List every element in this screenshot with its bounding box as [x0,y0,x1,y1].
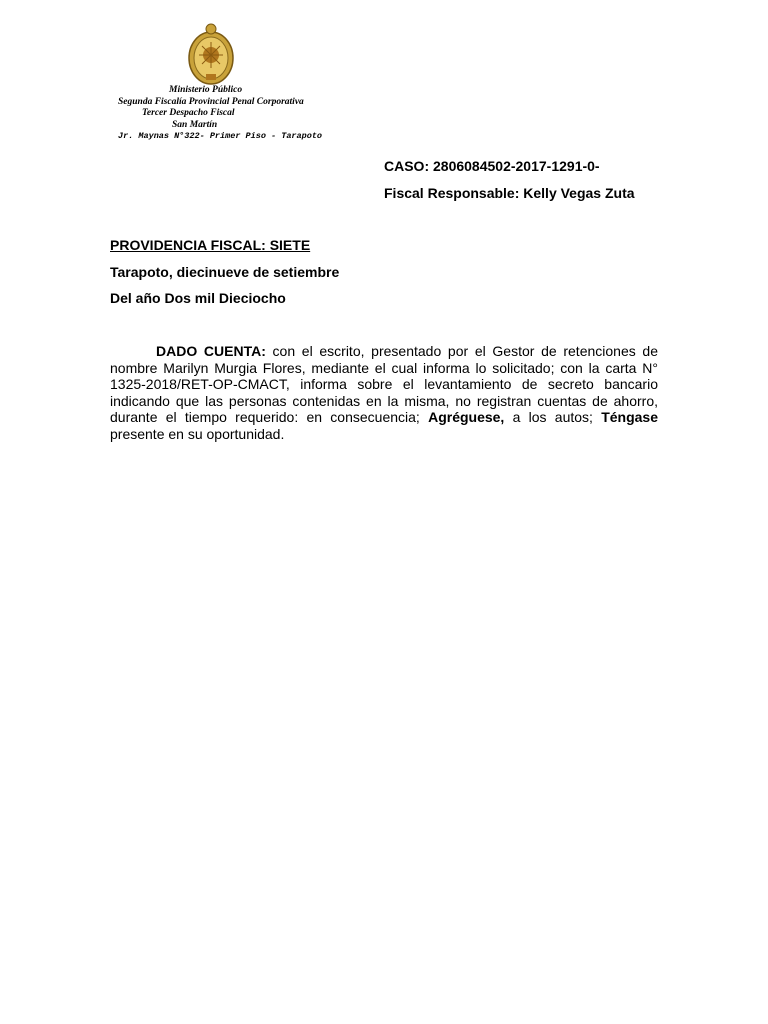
date-line-1: Tarapoto, diecinueve de setiembre [110,264,340,280]
header-address: Jr. Maynas N°322- Primer Piso - Tarapoto [118,131,323,141]
institution-header [112,85,323,143]
header-line-1: Ministerio Público [169,85,243,95]
body-bold-2: Téngase [601,409,658,425]
date-line-2: Del año Dos mil Dieciocho [110,290,286,306]
header-line-2: Segunda Fiscalía Provincial Penal Corporativa [118,96,304,107]
body-text-2: a los autos; [504,409,602,425]
body-lead: DADO CUENTA: [156,343,266,359]
body-bold-1: Agréguese, [428,409,505,425]
body-text-3: presente en su oportunidad. [110,425,285,442]
header-line-4: San Martín [172,119,218,130]
body-paragraph [110,343,658,442]
case-number: CASO: 2806084502-2017-1291-0- [384,158,600,174]
ministerio-publico-emblem-icon [186,22,236,86]
header-line-3: Tercer Despacho Fiscal [142,108,235,118]
fiscal-responsible: Fiscal Responsable: Kelly Vegas Zuta [384,185,635,201]
body-text-1: con el escrito, presentado por el Gestor de retenciones de nombre Marilyn Murgia Flores, mediante el cual informa lo solicitado; con la carta N° 1325-2018/RET-OP-CMACT, informa sobre el levantamiento de secreto bancario indicando que las personas contenidas en la misma, no registran cuentas de ahorro, durante el tiempo requerido: en consecuencia; [110,343,658,425]
providencia-title: PROVIDENCIA FISCAL: SIETE [110,237,311,253]
